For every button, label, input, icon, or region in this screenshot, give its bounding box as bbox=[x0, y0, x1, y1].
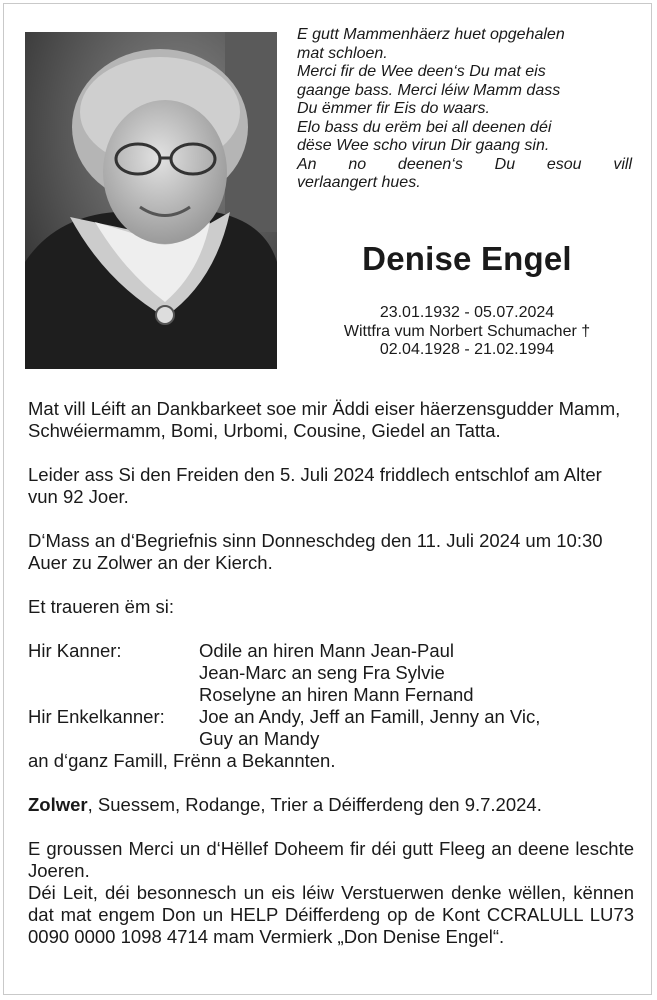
life-dates: 23.01.1932 - 05.07.2024 bbox=[379, 304, 555, 321]
children-list bbox=[199, 640, 634, 706]
thanks-paragraph: E groussen Merci un d‘Hëllef Doheem fir déi gutt Fleeg an deene leschte Joeren. bbox=[28, 838, 634, 881]
poem-line: verlaangert hues. bbox=[297, 174, 421, 191]
widow-of: Wittfra vum Norbert Schumacher † bbox=[343, 322, 591, 340]
poem-line: mat schloen. bbox=[297, 44, 388, 62]
child-line: Roselyne an hiren Mann Fernand bbox=[199, 684, 474, 705]
family-line: an d‘ganz Famill, Frënn a Bekannten. bbox=[28, 750, 336, 771]
intro-paragraph: Mat vill Léift an Dankbarkeet soe mir Äddi eiser häerzensgudder Mamm, Schwéiermamm, Bomi, Urbomi, Cousine, Giedel an Tatta. bbox=[28, 398, 621, 441]
mourners-heading: Et traueren ëm si: bbox=[28, 596, 175, 617]
grandchild-line: Joe an Andy, Jeff an Famill, Jenny an Vic, bbox=[199, 706, 541, 727]
poem-line: Elo bass du erëm bei all deenen déi bbox=[297, 118, 552, 136]
poem-line: E gutt Mammenhäerz huet opgehalen bbox=[297, 26, 565, 43]
poem-line: dëse Wee scho virun Dir gaang sin. bbox=[297, 137, 550, 154]
grandchildren-list bbox=[199, 706, 634, 750]
poem-line: An no deenen‘s Du esou vill bbox=[297, 155, 632, 173]
children-label: Hir Kanner: bbox=[28, 640, 122, 661]
notice-body bbox=[28, 398, 634, 948]
poem-line: Du ëmmer fir Eis do waars. bbox=[297, 100, 490, 117]
donation-paragraph: Déi Leit, déi besonnesch un eis léiw Verstuerwen denke wëllen, kënnen dat mat engem Don un HELP Déifferdeng op de Kont CCRALULL LU73 0090 0000 1098 4714 mam Vermierk „Don Denise Engel“. bbox=[28, 882, 634, 947]
grandchild-line: Guy an Mandy bbox=[199, 728, 320, 749]
funeral-paragraph: D‘Mass an d‘Begriefnis sinn Donneschdeg den 11. Juli 2024 um 10:30 Auer zu Zolwer an der Kierch. bbox=[28, 530, 603, 573]
children-row bbox=[28, 640, 634, 706]
place-date-line bbox=[28, 794, 634, 816]
child-line: Jean-Marc an seng Fra Sylvie bbox=[199, 662, 445, 683]
place-bold: Zolwer bbox=[28, 794, 88, 815]
dates-block bbox=[297, 304, 637, 360]
spouse-dates: 02.04.1928 - 21.02.1994 bbox=[379, 341, 555, 358]
grandchildren-label: Hir Enkelkanner: bbox=[28, 706, 165, 727]
poem-line: Merci fir de Wee deen‘s Du mat eis bbox=[297, 63, 546, 80]
place-rest: , Suessem, Rodange, Trier a Déifferdeng den 9.7.2024. bbox=[87, 794, 542, 815]
grandchildren-row bbox=[28, 706, 634, 750]
poem bbox=[297, 26, 632, 193]
portrait-photo bbox=[25, 32, 277, 369]
child-line: Odile an hiren Mann Jean-Paul bbox=[199, 640, 455, 661]
poem-line: gaange bass. Merci léiw Mamm dass bbox=[297, 81, 561, 99]
death-paragraph: Leider ass Si den Freiden den 5. Juli 2024 friddlech entschlof am Alter vun 92 Joer. bbox=[28, 464, 602, 507]
deceased-name: Denise Engel bbox=[362, 240, 572, 277]
